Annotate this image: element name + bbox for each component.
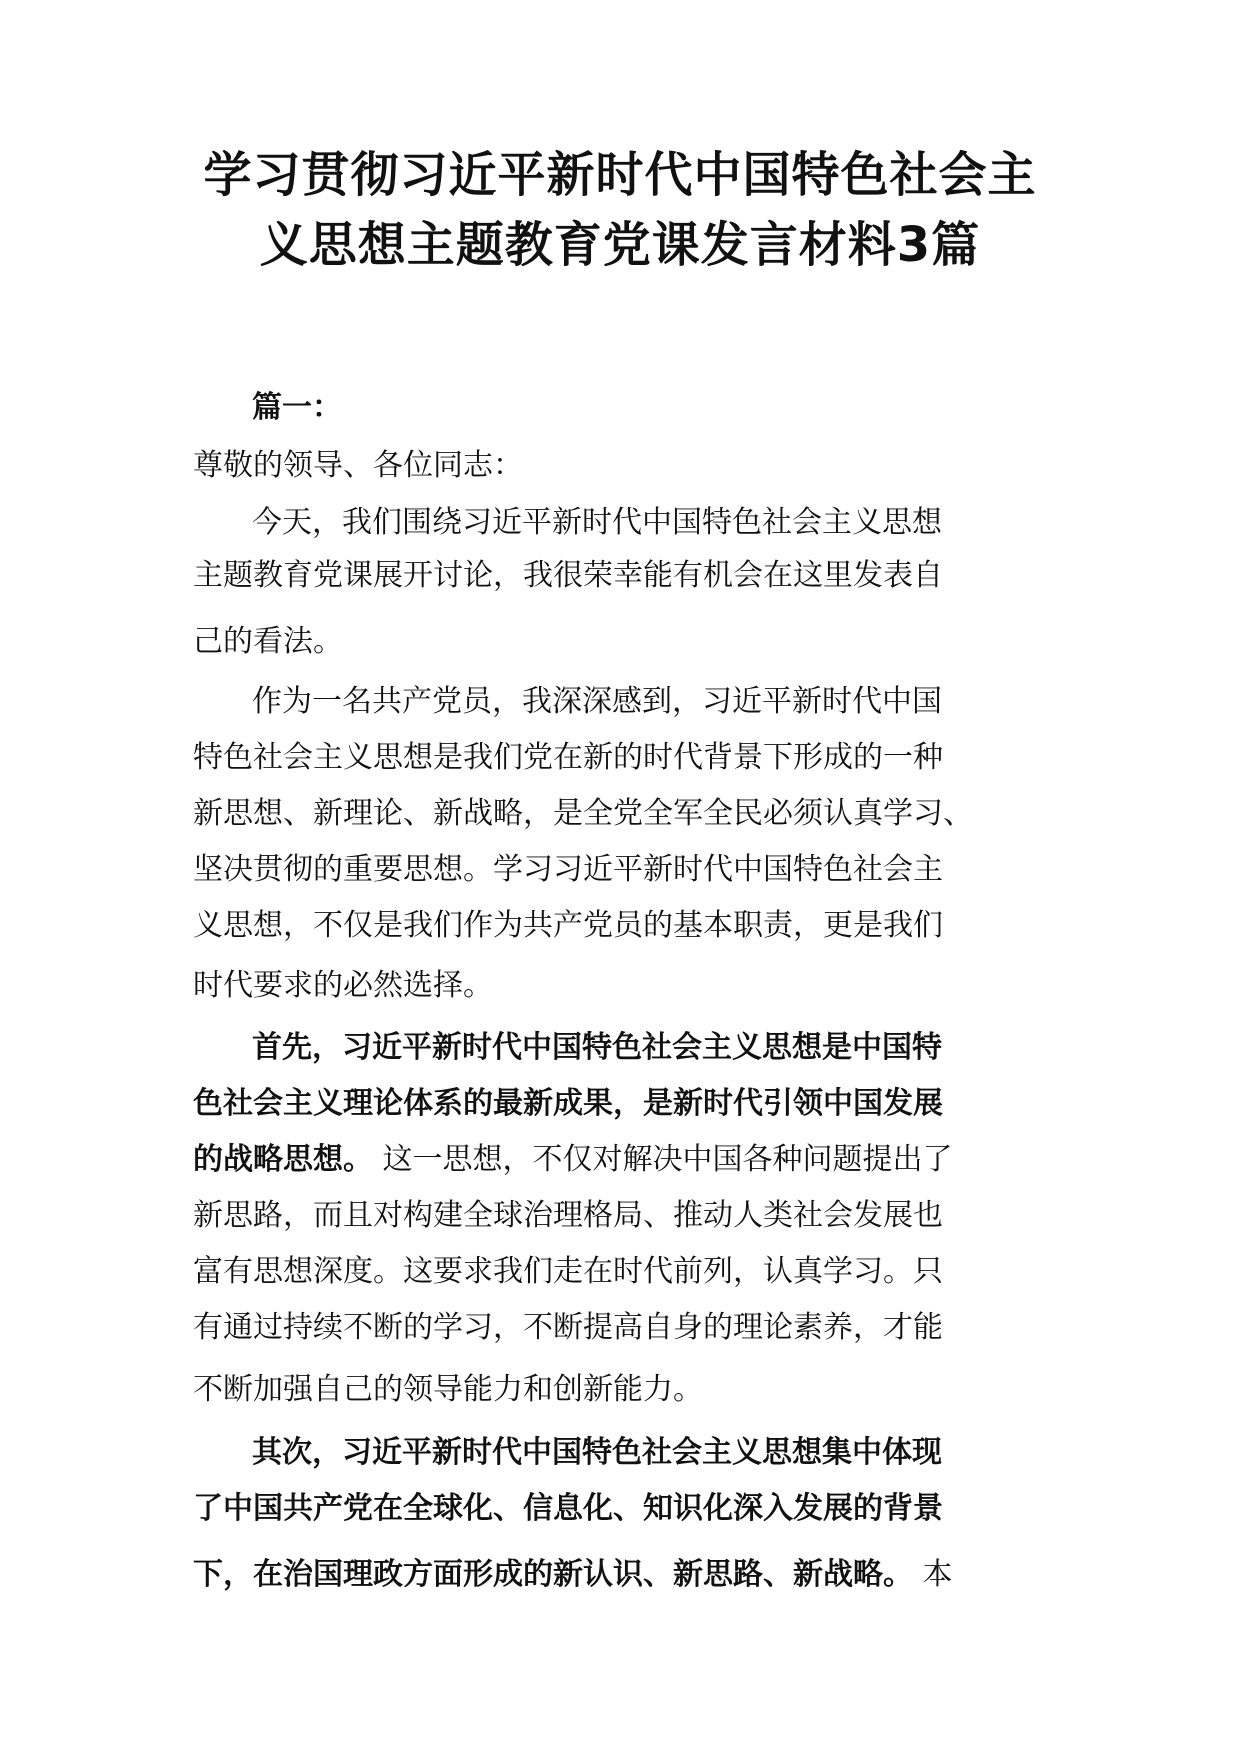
title-line-1: 学习贯彻习近平新时代中国特色社会主: [203, 147, 1037, 203]
body-text: 不断加强自己的领导能力和创新能力。: [193, 1372, 703, 1407]
body-line: [193, 850, 943, 890]
emphasis-text: 的战略思想。: [193, 1142, 373, 1177]
emphasis-text: 色社会主义理论体系的最新成果，是新时代引领中国发展: [193, 1086, 943, 1121]
section-heading: 篇一：: [252, 390, 342, 425]
body-text: 新思路，而且对构建全球治理格局、推动人类社会发展也: [193, 1198, 943, 1233]
body-text: 有通过持续不断的学习，不断提高自身的理论素养，才能: [193, 1310, 943, 1345]
emphasis-text: 了中国共产党在全球化、信息化、知识化深入发展的背景: [193, 1491, 943, 1526]
body-line: [193, 1196, 943, 1236]
body-line: [193, 1252, 943, 1292]
body-text: 特色社会主义思想是我们党在新的时代背景下形成的一种: [193, 740, 943, 775]
body-line: [193, 794, 973, 834]
body-line: [193, 906, 943, 946]
body-text: 作为一名共产党员，我深深感到，习近平新时代中国: [252, 684, 942, 719]
document-title: [140, 140, 1100, 280]
body-line: [193, 966, 493, 1006]
body-line: [252, 503, 942, 543]
emphasis-text: 首先，习近平新时代中国特色社会主义思想是中国特: [252, 1030, 942, 1065]
body-line: [193, 1084, 943, 1124]
body-line: [193, 738, 943, 778]
body-line: [193, 1370, 703, 1410]
emphasis-text: 下，在治国理政方面形成的新认识、新思路、新战略。: [193, 1557, 913, 1592]
body-line: [193, 1140, 953, 1180]
body-text: 时代要求的必然选择。: [193, 968, 493, 1003]
body-line: [252, 1433, 942, 1473]
body-text: 富有思想深度。这要求我们走在时代前列，认真学习。只: [193, 1254, 943, 1289]
body-line: [252, 682, 942, 722]
body-text: 己的看法。: [193, 624, 343, 659]
body-text: 新思想、新理论、新战略，是全党全军全民必须认真学习、: [193, 796, 973, 831]
body-text: 这一思想，不仅对解决中国各种问题提出了: [373, 1142, 953, 1177]
body-line: [193, 556, 943, 596]
body-line: [193, 1308, 943, 1348]
body-line: [193, 1489, 943, 1529]
title-line-2: 义思想主题教育党课发言材料3篇: [259, 217, 981, 273]
body-text: 坚决贯彻的重要思想。学习习近平新时代中国特色社会主: [193, 852, 943, 887]
body-line: [193, 622, 343, 662]
body-text: 义思想，不仅是我们作为共产党员的基本职责，更是我们: [193, 908, 943, 943]
body-text: 本: [913, 1557, 953, 1592]
emphasis-text: 其次，习近平新时代中国特色社会主义思想集中体现: [252, 1435, 942, 1470]
body-text: 主题教育党课展开讨论，我很荣幸能有机会在这里发表自: [193, 558, 943, 593]
body-text: 今天，我们围绕习近平新时代中国特色社会主义思想: [252, 505, 942, 540]
body-line: [193, 1555, 953, 1595]
salutation: 尊敬的领导、各位同志：: [193, 448, 523, 483]
body-line: [252, 1028, 942, 1068]
